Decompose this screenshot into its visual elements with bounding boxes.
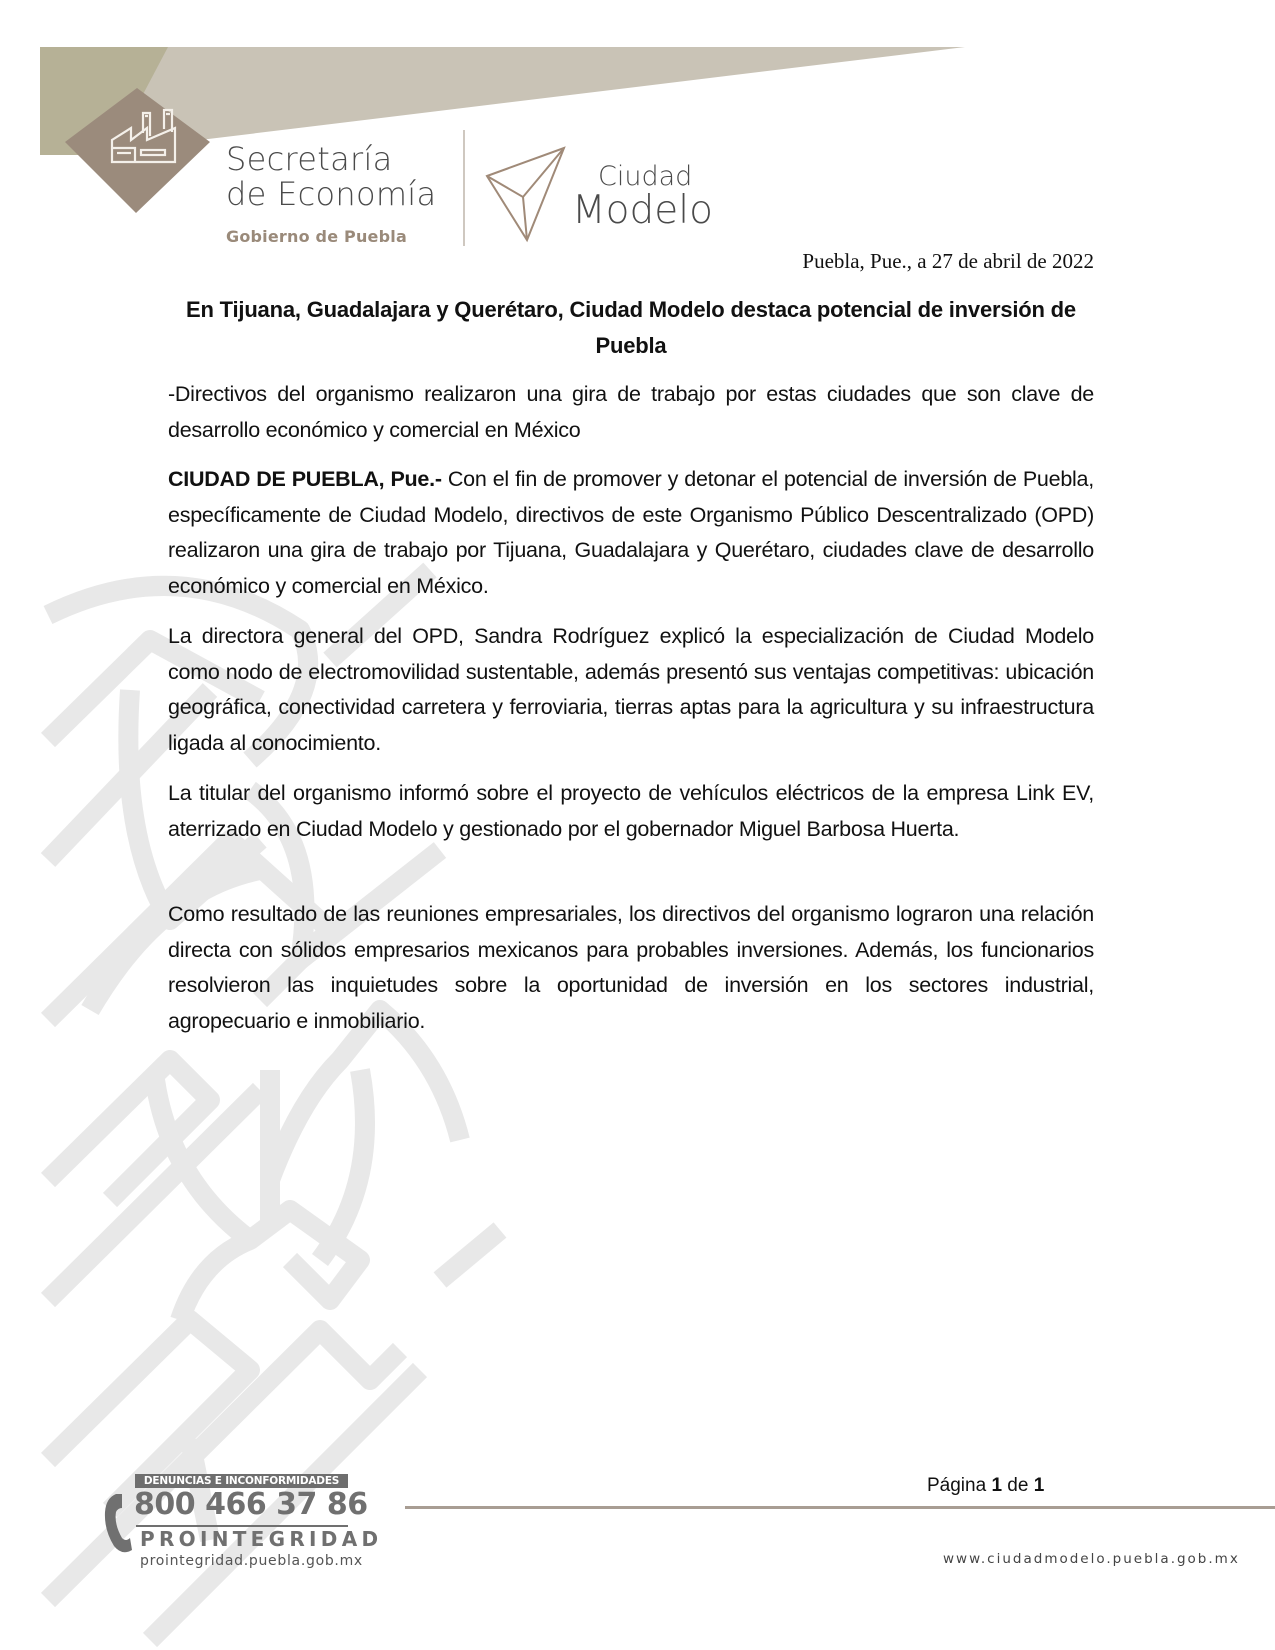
paragraph-1: [168, 462, 1094, 604]
secretaria-line1: Secretaría: [226, 140, 393, 178]
document-date: Puebla, Pue., a 27 de abril de 2022: [802, 249, 1094, 273]
prointegridad-name: PROINTEGRIDAD: [140, 1527, 383, 1551]
page-of-label: de: [1002, 1475, 1034, 1496]
logo-divider: [463, 130, 465, 246]
page-current: 1: [991, 1475, 1003, 1496]
paragraph-1-lead: CIUDAD DE PUEBLA, Pue.-: [168, 467, 442, 491]
ciudad-modelo-line2: Modelo: [572, 188, 713, 233]
document-subtitle: -Directivos del organismo realizaron una gira de trabajo por estas ciudades que son clave de desarrollo económico y comercial en México: [168, 382, 1094, 442]
page-number: [927, 1475, 1044, 1497]
secretaria-economia-logo-text: [226, 142, 436, 212]
paragraph-3: La titular del organismo informó sobre el proyecto de vehículos eléctricos de la empresa Link EV, aterrizado en Ciudad Modelo y gestionado por el gobernador Miguel Barbosa Huerta.: [168, 781, 1094, 841]
website-link[interactable]: www.ciudadmodelo.puebla.gob.mx: [943, 1551, 1240, 1567]
page-label: Página: [927, 1475, 992, 1496]
paragraph-2: La directora general del OPD, Sandra Rodríguez explicó la especialización de Ciudad Modelo como nodo de electromovilidad sustentable, además presentó sus ventajas competitivas: ubicación geográfica, conectividad carretera y ferroviaria, tierras aptas para la agricultura y su infraestructura ligada al conocimiento.: [168, 624, 1094, 755]
phone-icon: [102, 1490, 136, 1556]
document-title: En Tijuana, Guadalajara y Querétaro, Ciudad Modelo destaca potencial de inversión de Puebla: [186, 297, 1076, 358]
prointegridad-banner: DENUNCIAS E INCONFORMIDADES: [135, 1474, 348, 1488]
paragraph-4: Como resultado de las reuniones empresariales, los directivos del organismo lograron una relación directa con sólidos empresarios mexicanos para probables inversiones. Además, los funcionarios resolvieron las inquietudes sobre la oportunidad de inversión en los sectores industrial, agropecuario e inmobiliario.: [168, 902, 1094, 1033]
page-total: 1: [1033, 1475, 1045, 1496]
footer-divider: [405, 1506, 1275, 1509]
prointegridad-url[interactable]: prointegridad.puebla.gob.mx: [140, 1553, 363, 1569]
gobierno-puebla-label: Gobierno de Puebla: [226, 227, 407, 246]
ciudad-modelo-logo-icon: [487, 148, 564, 240]
secretaria-line2: de Economía: [226, 175, 437, 213]
prointegridad-phone[interactable]: 800 466 37 86: [134, 1487, 368, 1522]
paragraph-1-text: Con el fin de promover y detonar el potencial de inversión de Puebla, específicamente de Ciudad Modelo, directivos de este Organismo Público Descentralizado (OPD) realizaron una gira de trabajo por Tijuana, Guadalajara y Querétaro, ciudades clave de desarrollo económico y comercial en México.: [168, 467, 1094, 598]
ciudad-modelo-line1: Ciudad: [598, 161, 693, 192]
